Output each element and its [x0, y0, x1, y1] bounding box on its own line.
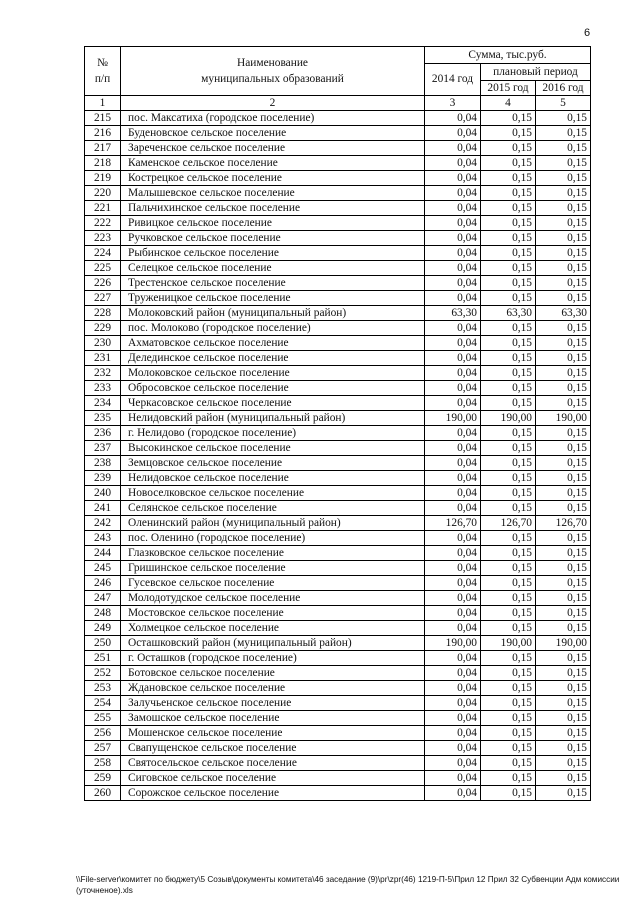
value-2015: 0,15	[481, 276, 536, 291]
value-2015: 0,15	[481, 201, 536, 216]
header-2015: 2015 год	[481, 81, 536, 96]
value-2015: 0,15	[481, 501, 536, 516]
table-row	[85, 336, 591, 351]
value-2014: 0,04	[425, 111, 481, 126]
value-2015: 63,30	[481, 306, 536, 321]
municipality-name: Рыбинское сельское поселение	[121, 246, 425, 261]
row-number: 247	[85, 591, 121, 606]
value-2016: 0,15	[536, 126, 591, 141]
value-2016: 0,15	[536, 561, 591, 576]
table-row	[85, 126, 591, 141]
value-2015: 190,00	[481, 636, 536, 651]
table-row	[85, 756, 591, 771]
table-row	[85, 786, 591, 801]
value-2014: 190,00	[425, 411, 481, 426]
value-2014: 0,04	[425, 501, 481, 516]
header-index-2: 2	[121, 96, 425, 111]
table-row	[85, 291, 591, 306]
value-2016: 0,15	[536, 606, 591, 621]
value-2016: 0,15	[536, 216, 591, 231]
value-2014: 0,04	[425, 396, 481, 411]
value-2015: 0,15	[481, 591, 536, 606]
value-2016: 0,15	[536, 366, 591, 381]
header-name: Наименование муниципальных образований	[121, 47, 425, 96]
value-2014: 0,04	[425, 441, 481, 456]
value-2014: 0,04	[425, 141, 481, 156]
value-2016: 63,30	[536, 306, 591, 321]
municipality-name: Молодотудское сельское поселение	[121, 591, 425, 606]
value-2015: 190,00	[481, 411, 536, 426]
row-number: 249	[85, 621, 121, 636]
municipality-name: Высокинское сельское поселение	[121, 441, 425, 456]
value-2016: 0,15	[536, 486, 591, 501]
row-number: 241	[85, 501, 121, 516]
row-number: 239	[85, 471, 121, 486]
value-2014: 0,04	[425, 786, 481, 801]
municipality-name: г. Нелидово (городское поселение)	[121, 426, 425, 441]
header-index-3: 3	[425, 96, 481, 111]
value-2015: 0,15	[481, 546, 536, 561]
value-2014: 0,04	[425, 621, 481, 636]
table-row	[85, 771, 591, 786]
value-2016: 0,15	[536, 531, 591, 546]
row-number: 257	[85, 741, 121, 756]
table-row	[85, 171, 591, 186]
row-number: 250	[85, 636, 121, 651]
municipality-name: Гусевское сельское поселение	[121, 576, 425, 591]
municipality-name: Ривицкое сельское поселение	[121, 216, 425, 231]
value-2016: 126,70	[536, 516, 591, 531]
value-2015: 0,15	[481, 456, 536, 471]
municipality-name: Нелидовский район (муниципальный район)	[121, 411, 425, 426]
value-2016: 0,15	[536, 141, 591, 156]
header-number: № п/п	[85, 47, 121, 96]
row-number: 230	[85, 336, 121, 351]
value-2015: 126,70	[481, 516, 536, 531]
table-row	[85, 231, 591, 246]
value-2015: 0,15	[481, 741, 536, 756]
municipality-name: Зареченское сельское поселение	[121, 141, 425, 156]
value-2016: 0,15	[536, 291, 591, 306]
value-2014: 0,04	[425, 606, 481, 621]
row-number: 235	[85, 411, 121, 426]
row-number: 240	[85, 486, 121, 501]
table-row	[85, 306, 591, 321]
value-2014: 0,04	[425, 561, 481, 576]
value-2016: 0,15	[536, 261, 591, 276]
value-2016: 0,15	[536, 276, 591, 291]
table-row	[85, 486, 591, 501]
table-row	[85, 261, 591, 276]
value-2014: 190,00	[425, 636, 481, 651]
value-2014: 0,04	[425, 651, 481, 666]
header-index-5: 5	[536, 96, 591, 111]
value-2016: 190,00	[536, 636, 591, 651]
value-2014: 0,04	[425, 546, 481, 561]
municipality-name: Трестенское сельское поселение	[121, 276, 425, 291]
municipality-name: Осташковский район (муниципальный район)	[121, 636, 425, 651]
table-row	[85, 576, 591, 591]
municipality-name: Ботовское сельское поселение	[121, 666, 425, 681]
table-row	[85, 606, 591, 621]
table-row	[85, 111, 591, 126]
value-2014: 0,04	[425, 531, 481, 546]
row-number: 248	[85, 606, 121, 621]
row-number: 253	[85, 681, 121, 696]
row-number: 255	[85, 711, 121, 726]
value-2015: 0,15	[481, 321, 536, 336]
header-index-1: 1	[85, 96, 121, 111]
municipality-name: Ахматовское сельское поселение	[121, 336, 425, 351]
row-number: 238	[85, 456, 121, 471]
value-2015: 0,15	[481, 726, 536, 741]
value-2016: 0,15	[536, 396, 591, 411]
value-2016: 0,15	[536, 156, 591, 171]
value-2014: 0,04	[425, 756, 481, 771]
table-row	[85, 621, 591, 636]
value-2015: 0,15	[481, 576, 536, 591]
value-2016: 0,15	[536, 441, 591, 456]
value-2016: 0,15	[536, 771, 591, 786]
value-2014: 126,70	[425, 516, 481, 531]
value-2014: 0,04	[425, 321, 481, 336]
value-2015: 0,15	[481, 261, 536, 276]
value-2015: 0,15	[481, 561, 536, 576]
table-row	[85, 141, 591, 156]
value-2014: 0,04	[425, 726, 481, 741]
municipality-name: Гришинское сельское поселение	[121, 561, 425, 576]
municipality-name: Малышевское сельское поселение	[121, 186, 425, 201]
value-2016: 0,15	[536, 501, 591, 516]
municipality-name: г. Осташков (городское поселение)	[121, 651, 425, 666]
row-number: 233	[85, 381, 121, 396]
value-2014: 63,30	[425, 306, 481, 321]
table-row	[85, 321, 591, 336]
municipality-name: пос. Молоково (городское поселение)	[121, 321, 425, 336]
row-number: 231	[85, 351, 121, 366]
value-2015: 0,15	[481, 426, 536, 441]
value-2016: 0,15	[536, 696, 591, 711]
row-number: 220	[85, 186, 121, 201]
row-number: 256	[85, 726, 121, 741]
municipality-name: Селянское сельское поселение	[121, 501, 425, 516]
table-row	[85, 636, 591, 651]
value-2014: 0,04	[425, 231, 481, 246]
header-planned-period: плановый период	[481, 64, 591, 81]
value-2014: 0,04	[425, 366, 481, 381]
value-2014: 0,04	[425, 681, 481, 696]
table-row	[85, 426, 591, 441]
row-number: 218	[85, 156, 121, 171]
value-2016: 0,15	[536, 246, 591, 261]
row-number: 232	[85, 366, 121, 381]
municipality-name: Ждановское сельское поселение	[121, 681, 425, 696]
table-body	[85, 111, 591, 801]
row-number: 260	[85, 786, 121, 801]
value-2014: 0,04	[425, 426, 481, 441]
row-number: 216	[85, 126, 121, 141]
value-2015: 0,15	[481, 156, 536, 171]
row-number: 243	[85, 531, 121, 546]
municipality-name: пос. Максатиха (городское поселение)	[121, 111, 425, 126]
table-row	[85, 246, 591, 261]
value-2016: 0,15	[536, 786, 591, 801]
value-2015: 0,15	[481, 441, 536, 456]
table-row	[85, 471, 591, 486]
table-row	[85, 561, 591, 576]
table-row	[85, 726, 591, 741]
value-2014: 0,04	[425, 711, 481, 726]
value-2016: 0,15	[536, 546, 591, 561]
municipality-name: Ручковское сельское поселение	[121, 231, 425, 246]
row-number: 222	[85, 216, 121, 231]
table-row	[85, 351, 591, 366]
municipality-name: Буденовское сельское поселение	[121, 126, 425, 141]
value-2015: 0,15	[481, 486, 536, 501]
municipality-name: Сиговское сельское поселение	[121, 771, 425, 786]
value-2014: 0,04	[425, 696, 481, 711]
row-number: 217	[85, 141, 121, 156]
header-sum: Сумма, тыс.руб.	[425, 47, 591, 64]
municipality-name: Залучьенское сельское поселение	[121, 696, 425, 711]
value-2014: 0,04	[425, 276, 481, 291]
value-2016: 0,15	[536, 576, 591, 591]
municipality-name: Каменское сельское поселение	[121, 156, 425, 171]
value-2016: 0,15	[536, 621, 591, 636]
value-2015: 0,15	[481, 216, 536, 231]
table-row	[85, 411, 591, 426]
value-2015: 0,15	[481, 786, 536, 801]
value-2016: 0,15	[536, 381, 591, 396]
header-2016: 2016 год	[536, 81, 591, 96]
row-number: 228	[85, 306, 121, 321]
municipality-name: Холмецкое сельское поселение	[121, 621, 425, 636]
value-2016: 0,15	[536, 336, 591, 351]
row-number: 252	[85, 666, 121, 681]
municipality-name: Кострецкое сельское поселение	[121, 171, 425, 186]
table-row	[85, 711, 591, 726]
value-2014: 0,04	[425, 126, 481, 141]
value-2016: 0,15	[536, 666, 591, 681]
value-2015: 0,15	[481, 291, 536, 306]
table-row	[85, 186, 591, 201]
value-2016: 190,00	[536, 411, 591, 426]
value-2015: 0,15	[481, 366, 536, 381]
row-number: 251	[85, 651, 121, 666]
value-2015: 0,15	[481, 231, 536, 246]
value-2014: 0,04	[425, 291, 481, 306]
value-2015: 0,15	[481, 771, 536, 786]
row-number: 244	[85, 546, 121, 561]
value-2014: 0,04	[425, 486, 481, 501]
municipality-name: Новоселковское сельское поселение	[121, 486, 425, 501]
file-path-footer: \\File-server\комитет по бюджету\5 Созыв\документы комитета\46 заседание (9)\pr\zpr(46) 1219-П-5\Прил 12 Прил 32 Субвенции Адм комиссии (уточненое).xls	[76, 875, 620, 895]
row-number: 259	[85, 771, 121, 786]
value-2014: 0,04	[425, 351, 481, 366]
value-2014: 0,04	[425, 771, 481, 786]
value-2014: 0,04	[425, 261, 481, 276]
value-2016: 0,15	[536, 471, 591, 486]
value-2014: 0,04	[425, 471, 481, 486]
value-2015: 0,15	[481, 621, 536, 636]
value-2016: 0,15	[536, 171, 591, 186]
municipality-name: Труженицкое сельское поселение	[121, 291, 425, 306]
value-2016: 0,15	[536, 426, 591, 441]
value-2015: 0,15	[481, 471, 536, 486]
table-row	[85, 456, 591, 471]
value-2014: 0,04	[425, 171, 481, 186]
value-2014: 0,04	[425, 741, 481, 756]
value-2014: 0,04	[425, 186, 481, 201]
value-2015: 0,15	[481, 141, 536, 156]
value-2014: 0,04	[425, 381, 481, 396]
value-2014: 0,04	[425, 156, 481, 171]
table-row	[85, 516, 591, 531]
row-number: 221	[85, 201, 121, 216]
row-number: 245	[85, 561, 121, 576]
value-2015: 0,15	[481, 351, 536, 366]
row-number: 225	[85, 261, 121, 276]
row-number: 223	[85, 231, 121, 246]
value-2015: 0,15	[481, 186, 536, 201]
value-2015: 0,15	[481, 336, 536, 351]
table-row	[85, 276, 591, 291]
table-row	[85, 201, 591, 216]
value-2016: 0,15	[536, 756, 591, 771]
value-2014: 0,04	[425, 201, 481, 216]
value-2016: 0,15	[536, 201, 591, 216]
municipality-name: Селецкое сельское поселение	[121, 261, 425, 276]
row-number: 258	[85, 756, 121, 771]
value-2015: 0,15	[481, 666, 536, 681]
value-2016: 0,15	[536, 591, 591, 606]
value-2016: 0,15	[536, 741, 591, 756]
table-row	[85, 531, 591, 546]
value-2014: 0,04	[425, 246, 481, 261]
table-row	[85, 156, 591, 171]
value-2014: 0,04	[425, 591, 481, 606]
table-row	[85, 741, 591, 756]
table-row	[85, 216, 591, 231]
value-2014: 0,04	[425, 456, 481, 471]
municipality-name: Обросовское сельское поселение	[121, 381, 425, 396]
value-2016: 0,15	[536, 726, 591, 741]
value-2016: 0,15	[536, 351, 591, 366]
municipality-name: пос. Оленино (городское поселение)	[121, 531, 425, 546]
row-number: 215	[85, 111, 121, 126]
value-2014: 0,04	[425, 576, 481, 591]
value-2014: 0,04	[425, 336, 481, 351]
page-number: 6	[584, 27, 591, 39]
row-number: 242	[85, 516, 121, 531]
value-2015: 0,15	[481, 171, 536, 186]
table-row	[85, 366, 591, 381]
value-2015: 0,15	[481, 396, 536, 411]
municipality-name: Мошенское сельское поселение	[121, 726, 425, 741]
value-2014: 0,04	[425, 666, 481, 681]
value-2015: 0,15	[481, 711, 536, 726]
value-2015: 0,15	[481, 651, 536, 666]
value-2015: 0,15	[481, 681, 536, 696]
value-2015: 0,15	[481, 381, 536, 396]
value-2016: 0,15	[536, 681, 591, 696]
table-row	[85, 591, 591, 606]
value-2016: 0,15	[536, 711, 591, 726]
table-row	[85, 501, 591, 516]
row-number: 234	[85, 396, 121, 411]
subsidy-table	[84, 46, 591, 801]
municipality-name: Делединское сельское поселение	[121, 351, 425, 366]
value-2016: 0,15	[536, 321, 591, 336]
header-index-4: 4	[481, 96, 536, 111]
value-2016: 0,15	[536, 231, 591, 246]
value-2015: 0,15	[481, 606, 536, 621]
municipality-name: Молоковское сельское поселение	[121, 366, 425, 381]
row-number: 254	[85, 696, 121, 711]
municipality-name: Земцовское сельское поселение	[121, 456, 425, 471]
row-number: 236	[85, 426, 121, 441]
row-number: 219	[85, 171, 121, 186]
value-2015: 0,15	[481, 246, 536, 261]
table-row	[85, 546, 591, 561]
value-2016: 0,15	[536, 456, 591, 471]
table-row	[85, 441, 591, 456]
municipality-name: Святосельское сельское поселение	[121, 756, 425, 771]
municipality-name: Сорожское сельское поселение	[121, 786, 425, 801]
row-number: 227	[85, 291, 121, 306]
row-number: 246	[85, 576, 121, 591]
value-2016: 0,15	[536, 186, 591, 201]
value-2015: 0,15	[481, 126, 536, 141]
table-header	[85, 47, 591, 111]
table-row	[85, 651, 591, 666]
value-2016: 0,15	[536, 651, 591, 666]
row-number: 237	[85, 441, 121, 456]
row-number: 224	[85, 246, 121, 261]
row-number: 226	[85, 276, 121, 291]
row-number: 229	[85, 321, 121, 336]
municipality-name: Молоковский район (муниципальный район)	[121, 306, 425, 321]
value-2015: 0,15	[481, 756, 536, 771]
municipality-name: Черкасовское сельское поселение	[121, 396, 425, 411]
table-row	[85, 381, 591, 396]
value-2015: 0,15	[481, 111, 536, 126]
table-row	[85, 396, 591, 411]
table-row	[85, 681, 591, 696]
municipality-name: Пальчихинское сельское поселение	[121, 201, 425, 216]
value-2016: 0,15	[536, 111, 591, 126]
municipality-name: Свапущенское сельское поселение	[121, 741, 425, 756]
table-row	[85, 666, 591, 681]
table-row	[85, 696, 591, 711]
value-2015: 0,15	[481, 696, 536, 711]
value-2015: 0,15	[481, 531, 536, 546]
municipality-name: Глазковское сельское поселение	[121, 546, 425, 561]
municipality-name: Нелидовское сельское поселение	[121, 471, 425, 486]
value-2014: 0,04	[425, 216, 481, 231]
municipality-name: Оленинский район (муниципальный район)	[121, 516, 425, 531]
municipality-name: Мостовское сельское поселение	[121, 606, 425, 621]
header-2014: 2014 год	[425, 64, 481, 96]
municipality-name: Замошское сельское поселение	[121, 711, 425, 726]
